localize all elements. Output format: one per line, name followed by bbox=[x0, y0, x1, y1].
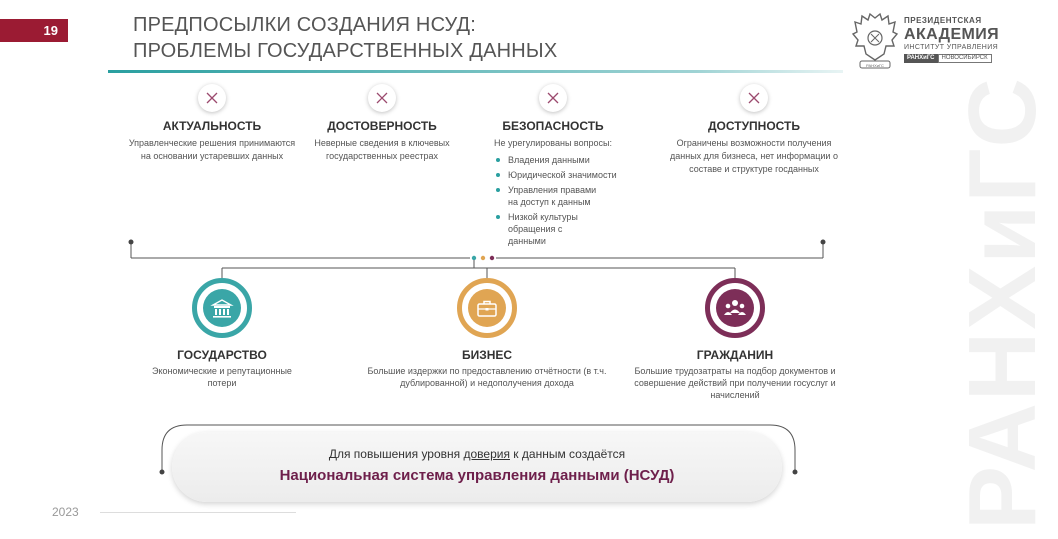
actor-title: ГРАЖДАНИН bbox=[696, 348, 774, 362]
slide-title bbox=[133, 12, 557, 64]
slide-title-line2: ПРОБЛЕМЫ ГОСУДАРСТВЕННЫХ ДАННЫХ bbox=[133, 40, 558, 62]
government-building-icon bbox=[203, 289, 241, 327]
problem-description: Неверные сведения в ключевых государственных реестрах bbox=[314, 138, 450, 161]
x-mark-icon bbox=[740, 84, 768, 112]
watermark bbox=[948, 70, 1056, 539]
conclusion-pill bbox=[172, 432, 782, 502]
problem-reliability bbox=[297, 84, 467, 163]
state-ring bbox=[192, 278, 252, 338]
problem-security bbox=[468, 84, 638, 250]
actor-state bbox=[97, 278, 347, 389]
list-item: Низкой культуры обращения с данными bbox=[496, 211, 638, 247]
actor-description: Экономические и репутационные потери bbox=[152, 366, 292, 388]
double-headed-eagle-emblem-icon bbox=[852, 12, 898, 70]
watermark-text: РАНХиГС bbox=[949, 76, 1056, 530]
connector-dot bbox=[481, 256, 485, 260]
logo-line3: ИНСТИТУТ УПРАВЛЕНИЯ bbox=[904, 44, 999, 51]
actor-description: Большие издержки по предоставлению отчётности (в т.ч. дублированной) и недополучения дохода bbox=[367, 366, 607, 388]
problem-title: АКТУАЛЬНОСТЬ bbox=[162, 119, 262, 133]
problem-relevance bbox=[127, 84, 297, 163]
svg-text:РАНХиГС: РАНХиГС bbox=[866, 63, 884, 68]
conclusion-before: Для повышения уровня bbox=[328, 447, 464, 461]
problem-description: Не урегулированы вопросы: bbox=[494, 138, 612, 148]
list-item: Управления правами на доступ к данным bbox=[496, 184, 638, 208]
logo-bar-left: РАНХиГС bbox=[904, 54, 938, 63]
list-item: Юридической значимости bbox=[496, 169, 638, 181]
connector-dot bbox=[490, 256, 494, 260]
security-issues-list bbox=[496, 154, 638, 247]
conclusion-intro bbox=[172, 447, 782, 461]
title-underline bbox=[108, 70, 843, 73]
footer-divider bbox=[100, 512, 296, 513]
slide-number: 19 bbox=[0, 19, 68, 42]
problem-description: Ограничены возможности получения данных для бизнеса, нет информации о составе и структуре госданных bbox=[670, 138, 838, 174]
people-group-icon bbox=[716, 289, 754, 327]
actor-business bbox=[352, 278, 622, 389]
academy-logo bbox=[852, 12, 1000, 72]
conclusion-after: к данным создаётся bbox=[509, 447, 626, 461]
logo-line1: ПРЕЗИДЕНТСКАЯ bbox=[904, 16, 982, 25]
logo-bar-right: НОВОСИБИРСК bbox=[938, 54, 992, 63]
actor-citizen bbox=[620, 278, 850, 401]
x-mark-icon bbox=[198, 84, 226, 112]
list-item: Владения данными bbox=[496, 154, 638, 166]
footer-year: 2023 bbox=[52, 505, 79, 519]
x-mark-icon bbox=[368, 84, 396, 112]
business-ring bbox=[457, 278, 517, 338]
problem-title: ДОСТУПНОСТЬ bbox=[708, 119, 800, 133]
briefcase-icon bbox=[468, 289, 506, 327]
citizen-ring bbox=[705, 278, 765, 338]
logo-bar bbox=[904, 54, 992, 63]
actor-title: ГОСУДАРСТВО bbox=[177, 348, 267, 362]
actor-description: Большие трудозатраты на подбор документов и совершение действий при получении госуслуг и начислений bbox=[634, 366, 836, 400]
logo-line2: АКАДЕМИЯ bbox=[904, 26, 1000, 43]
conclusion-emphasis: доверия bbox=[463, 447, 510, 461]
problem-accessibility bbox=[669, 84, 839, 176]
problem-title: БЕЗОПАСНОСТЬ bbox=[502, 119, 604, 133]
conclusion-headline: Национальная система управления данными (НСУД) bbox=[279, 467, 675, 484]
x-mark-icon bbox=[539, 84, 567, 112]
connector-dot bbox=[472, 256, 476, 260]
connector-dot bbox=[821, 240, 826, 245]
slide-title-line1: ПРЕДПОСЫЛКИ СОЗДАНИЯ НСУД: bbox=[133, 14, 477, 36]
actor-title: БИЗНЕС bbox=[461, 348, 513, 362]
connector-dot bbox=[129, 240, 134, 245]
problem-title: ДОСТОВЕРНОСТЬ bbox=[327, 119, 437, 133]
problem-description: Управленческие решения принимаются на основании устаревших данных bbox=[128, 138, 296, 161]
